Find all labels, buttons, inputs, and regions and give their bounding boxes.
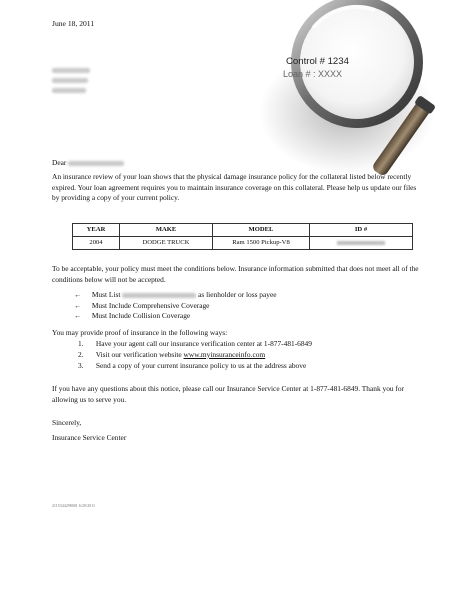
signature: Insurance Service Center xyxy=(52,433,127,442)
method-text: Send a copy of your current insurance policy to us at the address above xyxy=(95,361,307,370)
col-year-header: YEAR xyxy=(73,224,120,237)
left-arrow-icon: ← xyxy=(74,300,82,310)
closing: Sincerely, xyxy=(52,418,82,427)
redacted-line xyxy=(52,68,90,73)
list-number: 3. xyxy=(78,361,84,370)
list-item xyxy=(74,311,277,322)
list-item xyxy=(78,350,312,361)
table-row xyxy=(73,237,413,250)
left-arrow-icon: ← xyxy=(74,290,82,299)
left-arrow-icon: ← xyxy=(74,311,82,321)
condition-text: Must Include Collision Coverage xyxy=(91,311,191,321)
table-header-row xyxy=(73,224,413,237)
condition-text: Must Include Comprehensive Coverage xyxy=(91,300,210,310)
cell-year: 2004 xyxy=(73,237,120,250)
paragraph-questions: If you have any questions about this notice, please call our Insurance Service Center at 1-877-481-6849. Thank you for allowing us to serve you. xyxy=(52,384,405,404)
col-make-header: MAKE xyxy=(120,224,213,237)
cell-model: Ram 1500 Pickup-V8 xyxy=(213,237,310,250)
list-item xyxy=(74,301,277,312)
loan-number: Loan # : XXXX xyxy=(283,69,343,79)
greeting-word: Dear xyxy=(52,158,67,167)
redacted-line xyxy=(52,78,88,83)
list-number: 2. xyxy=(78,350,84,359)
redacted-line xyxy=(52,88,86,93)
col-model-header: MODEL xyxy=(213,224,310,237)
condition-text: as lienholder or loss payee xyxy=(198,290,277,299)
redacted-lender-name xyxy=(122,293,196,298)
magnifying-glass-image xyxy=(255,0,474,190)
col-id-header: ID # xyxy=(310,224,413,237)
method-text: Visit our verification website xyxy=(95,350,182,359)
control-number: Control # 1234 xyxy=(286,56,349,67)
condition-text: Must List xyxy=(91,290,121,299)
cell-id xyxy=(310,237,413,250)
paragraph-proof-intro: You may provide proof of insurance in the following ways: xyxy=(52,328,228,337)
conditions-list xyxy=(74,290,277,322)
redacted-recipient-name xyxy=(68,161,124,166)
list-item xyxy=(78,339,312,350)
proof-methods-list xyxy=(78,339,312,372)
paragraph-conditions-intro: To be acceptable, your policy must meet the conditions below. Insurance information submitted that does not meet all of the conditions below will not be accepted. xyxy=(52,264,419,284)
redacted-vin xyxy=(337,241,385,245)
footer-code: 2115344298001 6/20/2011 xyxy=(52,504,96,508)
list-number: 1. xyxy=(78,339,84,348)
redacted-address-block xyxy=(52,68,90,98)
greeting xyxy=(52,158,124,169)
cell-make: DODGE TRUCK xyxy=(120,237,213,250)
verification-website-link[interactable]: www.myinsuranceinfo.com xyxy=(183,350,266,359)
list-item xyxy=(78,361,312,372)
method-text: Have your agent call our insurance verification center at 1-877-481-6849 xyxy=(95,339,312,348)
vehicle-table xyxy=(72,223,413,250)
letter-date: June 18, 2011 xyxy=(52,19,95,28)
paragraph-intro: An insurance review of your loan shows that the physical damage insurance policy for the collateral listed below recently expired. Your loan agreement requires you to maintain insurance coverage on this collateral. Please help us update our files by providing a copy of your current policy. xyxy=(52,172,417,203)
list-item xyxy=(74,290,277,301)
